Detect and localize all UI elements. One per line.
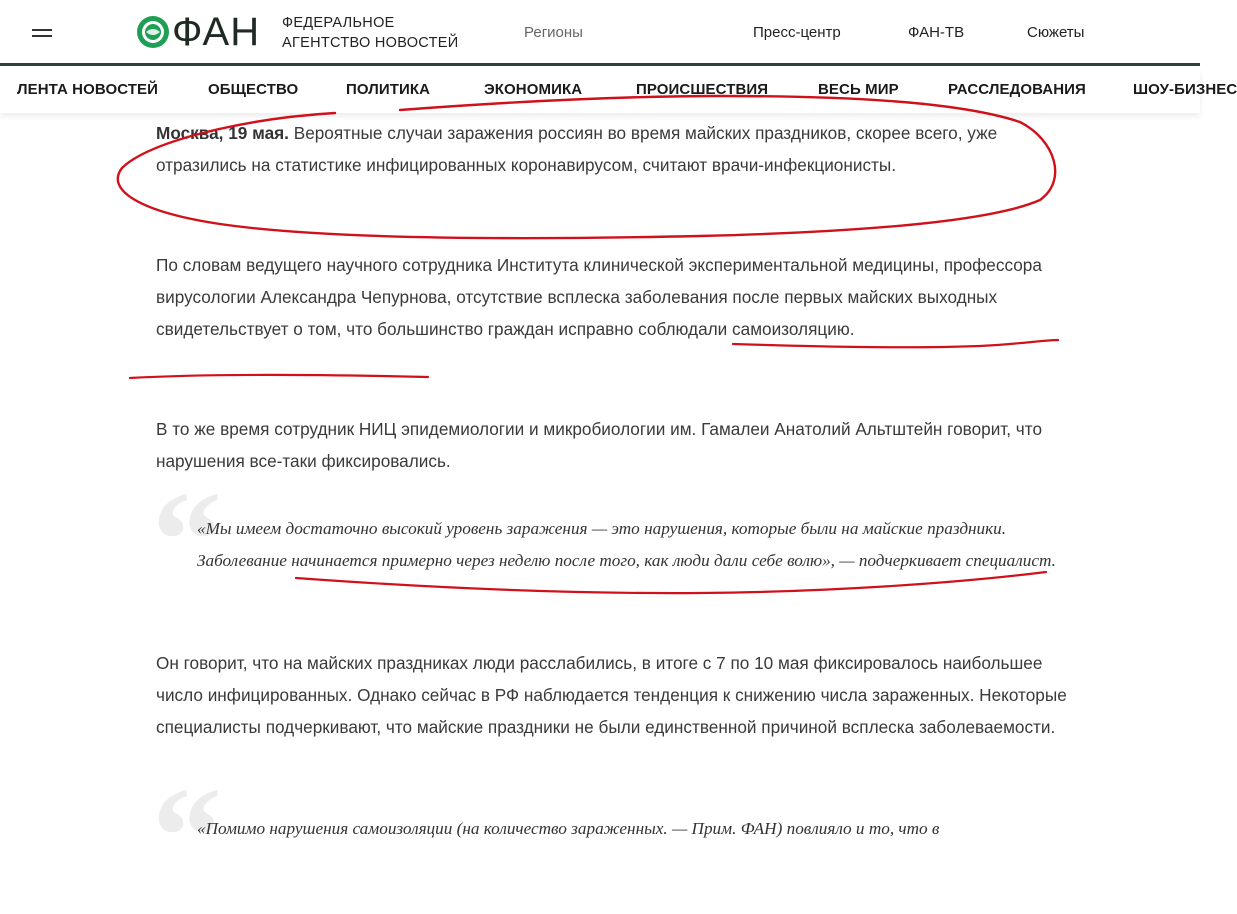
- article-quote-2: «Помимо нарушения самоизоляции (на количество зараженных. — Прим. ФАН) повлияло и то, что в: [197, 819, 940, 838]
- site-header: [0, 0, 1200, 66]
- cat-world[interactable]: ВЕСЬ МИР: [818, 81, 899, 98]
- quote-mark-icon: “: [152, 463, 222, 618]
- cat-incidents[interactable]: ПРОИСШЕСТВИЯ: [636, 81, 769, 98]
- category-nav: [0, 69, 1237, 113]
- hamburger-menu-icon[interactable]: [32, 24, 54, 42]
- cat-society[interactable]: ОБЩЕСТВО: [208, 81, 299, 98]
- lead-end: .: [891, 155, 897, 175]
- site-logo[interactable]: [136, 12, 260, 52]
- article-paragraph-4: Он говорит, что на майских праздниках люди расслабились, в итоге с 7 по 10 мая фиксировалось наибольшее число инфицированных. Однако сейчас в РФ наблюдается тенденция к снижению числа зараженных. Некоторые специалисты подчеркивают, что майские праздники не были единственной причиной всплеска заболеваемости.: [156, 653, 1067, 737]
- cat-news-feed[interactable]: ЛЕНТА НОВОСТЕЙ: [17, 81, 159, 98]
- tagline-line-2: АГЕНТСТВО НОВОСТЕЙ: [282, 35, 459, 51]
- cat-investigations[interactable]: РАССЛЕДОВАНИЯ: [948, 81, 1086, 98]
- cat-economy[interactable]: ЭКОНОМИКА: [484, 81, 583, 98]
- cat-politics[interactable]: ПОЛИТИКА: [346, 81, 431, 98]
- stories-link[interactable]: Сюжеты: [1027, 24, 1085, 41]
- cat-showbiz[interactable]: ШОУ-БИЗНЕС: [1133, 81, 1237, 98]
- fan-logo-icon: [136, 15, 170, 49]
- dateline: Москва, 19 мая.: [156, 123, 289, 143]
- article-quote-1: «Мы имеем достаточно высокий уровень заражения — это нарушения, которые были на майские праздники. Заболевание начинается примерно через неделю после того, как люди дали себе волю», — подчеркивает специалист.: [197, 519, 1056, 570]
- article-paragraph-2: По словам ведущего научного сотрудника Института клинической экспериментальной медицины, профессора вирусологии Александра Чепурнова, отсутствие всплеска заболевания после первых майских выходных свидетельствует о том, что большинство граждан исправно соблюдали самоизоляцию.: [156, 255, 1042, 339]
- article-paragraph-3: В то же время сотрудник НИЦ эпидемиологии и микробиологии им. Гамалеи Анатолий Альтштейн говорит, что нарушения все-таки фиксировались.: [156, 419, 1042, 471]
- fan-tv-link[interactable]: ФАН-ТВ: [908, 24, 965, 41]
- article-body: [0, 113, 1200, 914]
- article-lead-paragraph: [156, 117, 1086, 181]
- logo-text: ФАН: [172, 10, 261, 54]
- quote-mark-icon-2: “: [152, 759, 222, 914]
- press-center-link[interactable]: Пресс-центр: [753, 24, 841, 41]
- lead-text: Вероятные случаи заражения россиян во время майских праздников, скорее всего, уже отразились на статистике инфицированных коронавирусом, считают врачи-инфекционисты: [156, 123, 998, 175]
- regions-link[interactable]: Регионы: [524, 24, 583, 41]
- tagline-line-1: ФЕДЕРАЛЬНОЕ: [282, 15, 395, 31]
- site-tagline: [282, 13, 458, 53]
